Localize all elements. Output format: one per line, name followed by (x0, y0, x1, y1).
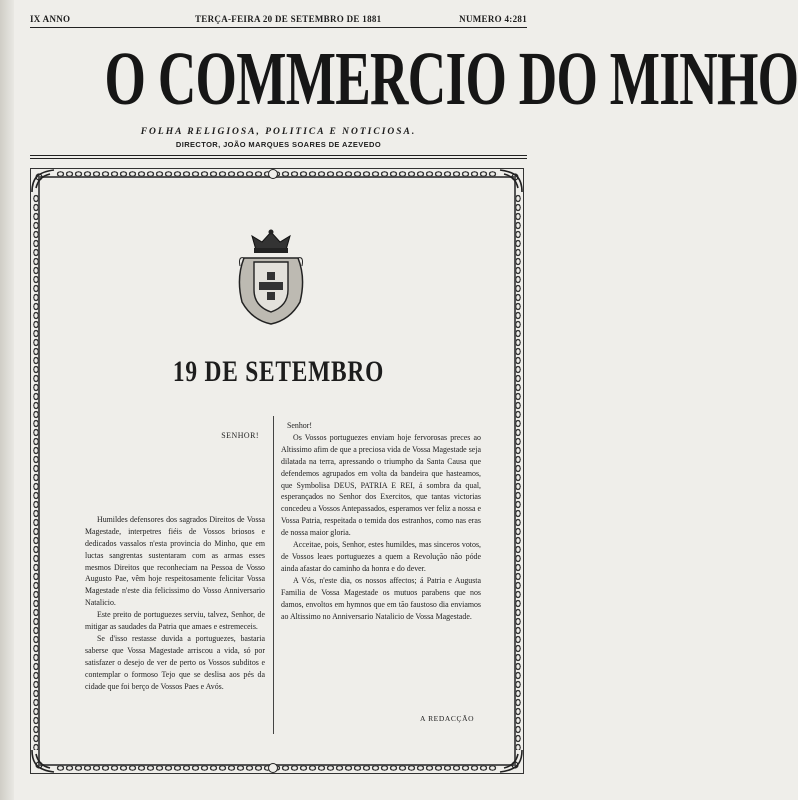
signature: A REDACÇÃO (420, 714, 475, 723)
header-line (30, 14, 527, 28)
chain-border-right (514, 194, 522, 750)
top-medallion-icon (268, 169, 278, 179)
issue-number: NUMERO 4:281 (459, 14, 527, 24)
corner-ornament-icon (30, 748, 56, 774)
binding-spine (0, 0, 14, 800)
masthead-title: O COMMERCIO DO MINHO (104, 37, 798, 121)
date-label: TERÇA-FEIRA 20 DE SETEMBRO DE 1881 (195, 14, 382, 24)
top-rule (30, 27, 527, 28)
salutation-right: Senhor! (287, 421, 312, 430)
royal-coat-of-arms-icon (234, 228, 308, 326)
corner-ornament-icon (30, 168, 56, 194)
paragraph: Acceitae, pois, Senhor, estes humildes, mas sinceros votos, de Vossos leaes portuguezes a quem a Revolução não póde ainda afastar do caminho da honra e do dever. (281, 540, 481, 573)
masthead-rule (30, 155, 527, 156)
bottom-medallion-icon (268, 763, 278, 773)
paragraph: A Vós, n'este dia, os nossos affectos; á Patria e Augusta Familia de Vossa Magestade os mutuos parabens que nos damos, envoltos em hymnos que em tão faustoso dia enviamos ao Altissimo no Anniversario Natalicio de Vossa Magestade. (281, 575, 481, 621)
column-divider (273, 416, 274, 734)
corner-ornament-icon (498, 168, 524, 194)
paragraph: Se d'isso restasse duvida a portuguezes, bastaria saberse que Vossa Magestade arriscou a vida, só por satisfazer o desejo de ver de perto os Vossos subditos e contemplar o formoso Tejo que se deslisa aos pés da cidade que foi berço de Vossos Paes e Avós. (85, 633, 265, 691)
paragraph: Os Vossos portuguezes enviam hoje fervorosas preces ao Altissimo afim de que a preciosa vida de Vossa Magestade seja dilatada na terra, apressando o triumpho da Santa Causa que defendemos agrupados em volta da bandeira que hasteamos, que Symbolisa DEUS, PATRIA E REI, á sombra da qual, esperançados no Senhor dos Exercitos, que tantas victorias concedeu a Vossos Antepassados, esperamos ver feliz a nossa e Vossa Patria, respeitada o temida dos estranhos, como nas eras de nossa maior gloria. (281, 432, 481, 538)
chain-border-left (32, 194, 40, 750)
paragraph: Este preito de portuguezes serviu, talvez, Senhor, de mitigar as saudades da Patria que amaes e estremeceis. (85, 610, 265, 632)
article-column-right (281, 420, 481, 622)
article-headline: 19 DE SETEMBRO (172, 355, 385, 388)
masthead-director: DIRECTOR, JOÃO MARQUES SOARES DE AZEVEDO (175, 140, 382, 149)
masthead-rule-thin (30, 158, 527, 159)
corner-ornament-icon (498, 748, 524, 774)
paragraph: Humildes defensores dos sagrados Direitos de Vossa Magestade, interpetres fiéis de Vossos briosos e dedicados vassalos n'esta provincia do Minho, que em luctas sangrentas sustentaram com as armas esses mesmos Direitos que reconheciam na Pessoa de Vosso Augusto Pae, vêm hoje respeitosamente felicitar Vossa Magestade n'este dia felicissimo do Vosso Anniversario Natalicio. (85, 514, 265, 608)
salutation-left: SENHOR! (221, 431, 259, 440)
article-column-left (85, 430, 265, 693)
year-label: IX ANNO (30, 14, 71, 24)
masthead-subtitle: FOLHA RELIGIOSA, POLITICA E NOTICIOSA. (140, 127, 417, 137)
